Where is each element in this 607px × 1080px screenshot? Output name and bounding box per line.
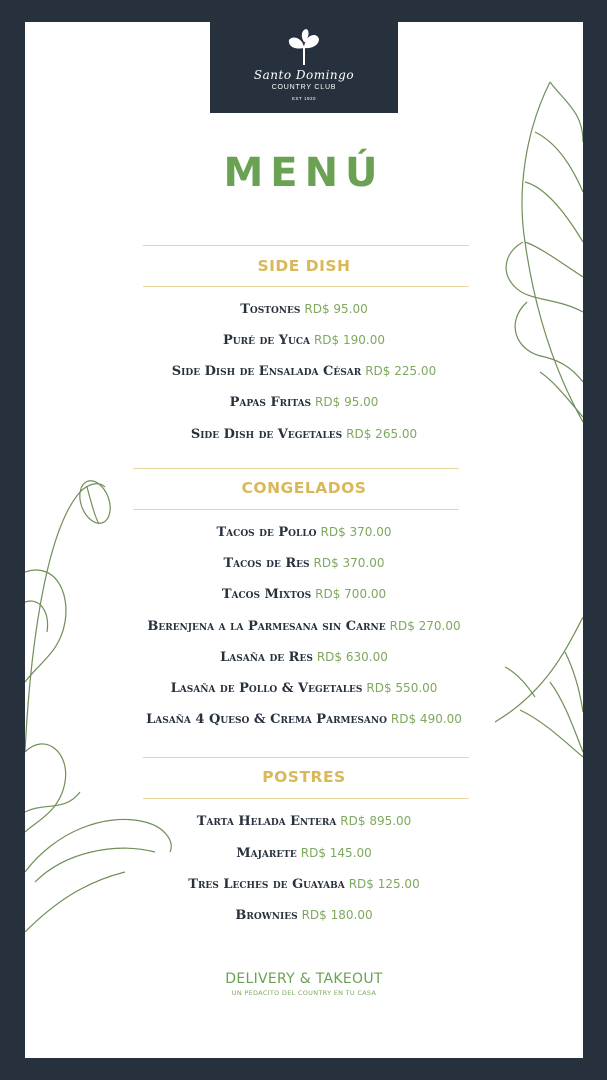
list-item xyxy=(25,394,583,411)
item-name: Brownies xyxy=(235,908,298,923)
list-item xyxy=(25,813,583,830)
item-name: Lasaña de Res xyxy=(220,650,313,665)
item-price: RD$ 190.00 xyxy=(313,333,385,347)
page-title: MENÚ xyxy=(223,150,385,196)
list-item xyxy=(25,555,583,572)
section-heading-side-dish: SIDE DISH xyxy=(257,257,351,275)
list-item xyxy=(25,363,583,380)
item-price: RD$ 700.00 xyxy=(315,587,387,601)
tree-logo-icon xyxy=(286,28,322,66)
list-item xyxy=(25,711,583,728)
logo-est-text: EST 1920 xyxy=(292,96,316,101)
section-rule-bottom xyxy=(143,798,469,799)
item-price: RD$ 145.00 xyxy=(300,846,372,860)
item-price: RD$ 125.00 xyxy=(348,877,420,891)
list-item xyxy=(25,332,583,349)
item-name: Tostones xyxy=(240,302,301,317)
club-logo xyxy=(210,22,398,113)
item-price: RD$ 490.00 xyxy=(390,712,462,726)
footer-title: DELIVERY & TAKEOUT xyxy=(225,971,383,987)
item-name: Tacos Mixtos xyxy=(221,587,312,602)
item-name: Side Dish de Vegetales xyxy=(190,427,343,442)
section-rule-bottom xyxy=(133,509,459,510)
list-item xyxy=(25,680,583,697)
item-name: Lasaña de Pollo & Vegetales xyxy=(170,681,363,696)
list-item xyxy=(25,845,583,862)
item-price: RD$ 95.00 xyxy=(315,395,379,409)
item-price: RD$ 895.00 xyxy=(340,814,412,828)
section-heading-congelados: CONGELADOS xyxy=(241,479,367,497)
item-name: Papas Fritas xyxy=(229,395,312,410)
logo-script-text: Santo Domingo xyxy=(253,68,355,82)
section-rule-top xyxy=(143,757,469,758)
item-price: RD$ 95.00 xyxy=(304,302,368,316)
list-item xyxy=(25,426,583,443)
item-name: Lasaña 4 Queso & Crema Parmesano xyxy=(146,712,387,727)
item-name: Berenjena a la Parmesana sin Carne xyxy=(147,619,386,634)
list-item xyxy=(25,524,583,541)
item-price: RD$ 370.00 xyxy=(313,556,385,570)
item-price: RD$ 270.00 xyxy=(389,619,461,633)
item-price: RD$ 630.00 xyxy=(316,650,388,664)
item-price: RD$ 370.00 xyxy=(320,525,392,539)
list-item xyxy=(25,876,583,893)
item-name: Tacos de Pollo xyxy=(216,525,317,540)
logo-club-text: COUNTRY CLUB xyxy=(271,84,337,91)
list-item xyxy=(25,586,583,603)
item-name: Majarete xyxy=(236,846,297,861)
item-price: RD$ 265.00 xyxy=(346,427,418,441)
list-item xyxy=(25,649,583,666)
list-item xyxy=(25,301,583,318)
menu-card xyxy=(25,22,583,1058)
item-name: Side Dish de Ensalada César xyxy=(171,364,362,379)
item-price: RD$ 550.00 xyxy=(366,681,438,695)
item-price: RD$ 225.00 xyxy=(365,364,437,378)
item-name: Puré de Yuca xyxy=(223,333,310,348)
list-item xyxy=(25,618,583,635)
section-rule-bottom xyxy=(143,286,469,287)
section-rule-top xyxy=(143,245,469,246)
item-price: RD$ 180.00 xyxy=(301,908,373,922)
item-name: Tarta Helada Entera xyxy=(196,814,337,829)
section-rule-top xyxy=(133,468,459,469)
item-name: Tres Leches de Guayaba xyxy=(188,877,345,892)
item-name: Tacos de Res xyxy=(223,556,310,571)
footer-subtitle: UN PEDACITO DEL COUNTRY EN TU CASA xyxy=(231,989,377,997)
list-item xyxy=(25,907,583,924)
section-heading-postres: POSTRES xyxy=(262,768,346,786)
